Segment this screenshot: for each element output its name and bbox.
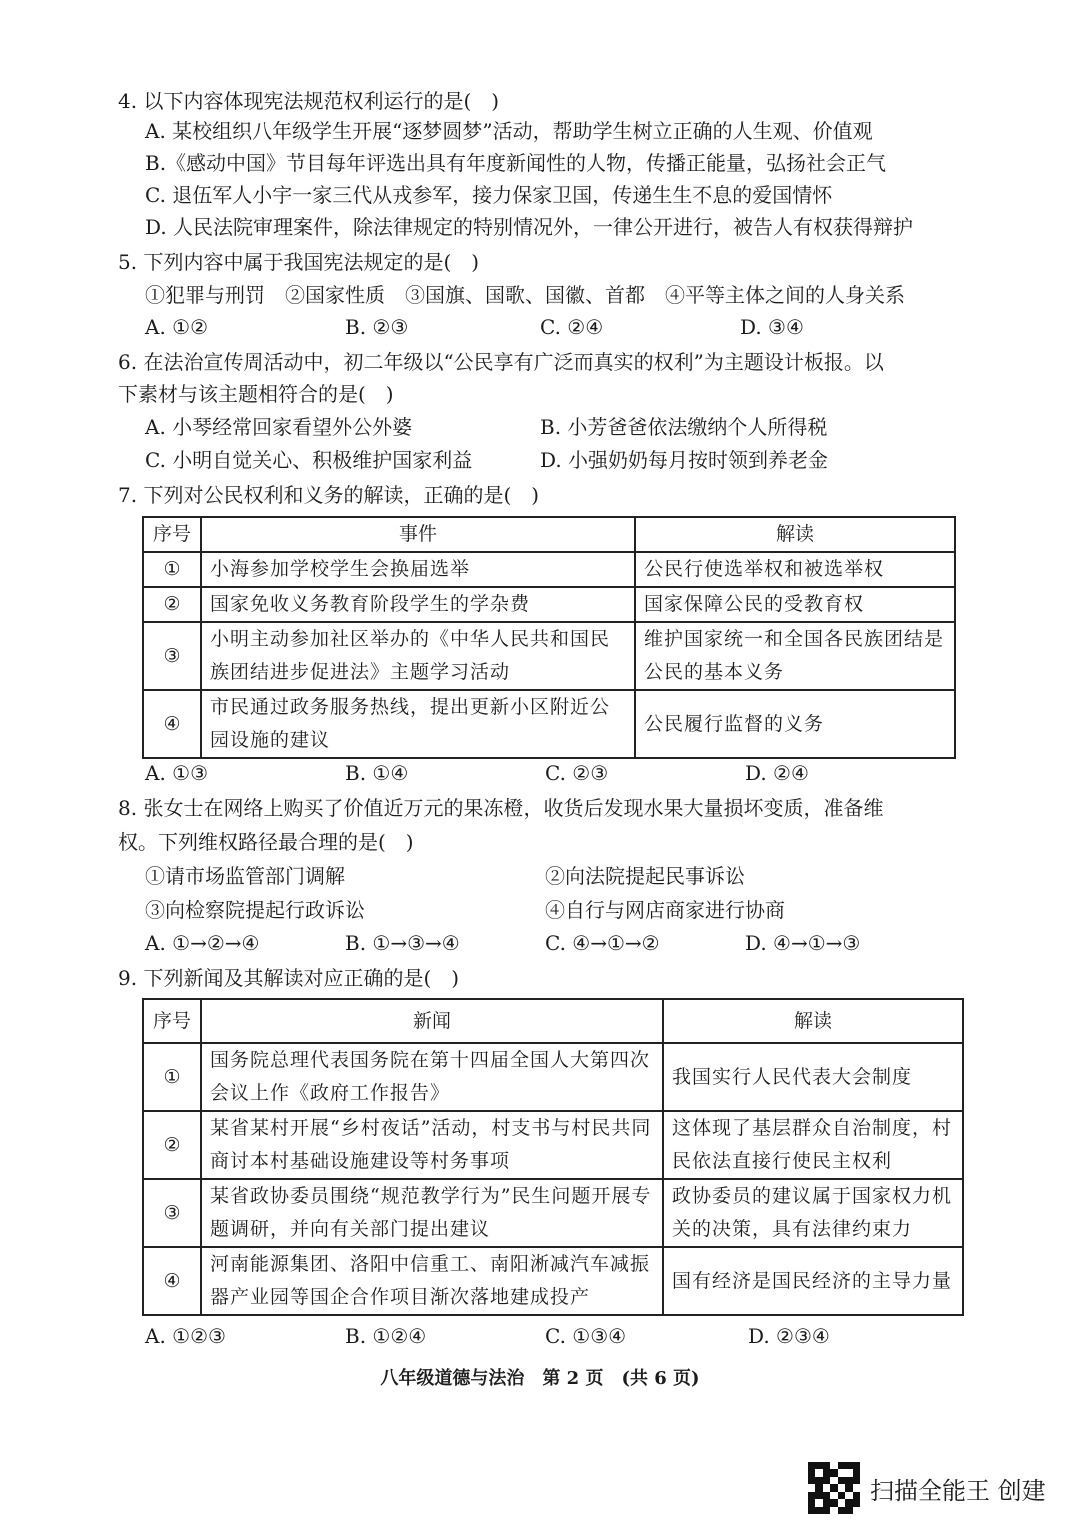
- q7-stem: 7. 下列对公民权利和义务的解读，正确的是( ): [118, 483, 540, 507]
- table-row: [143, 552, 955, 587]
- row-news: 某省政协委员围绕“规范教学行为”民生问题开展专题调研，并向有关部门提出建议: [201, 1179, 663, 1247]
- watermark-text: 扫描全能王 创建: [870, 1476, 1046, 1505]
- q4-option-a: A. 某校组织八年级学生开展“逐梦圆梦”活动，帮助学生树立正确的人生观、价值观: [145, 119, 873, 143]
- q4-option-b: B.《感动中国》节目每年评选出具有年度新闻性的人物，传播正能量，弘扬社会正气: [145, 151, 887, 175]
- page-footer: 八年级道德与法治 第 2 页 (共 6 页): [380, 1368, 700, 1389]
- row-index: ④: [143, 1247, 201, 1315]
- q9-choice-d: D. ②③④: [748, 1324, 830, 1348]
- q5-choice-d: D. ③④: [740, 315, 804, 339]
- q6-option-a: A. 小琴经常回家看望外公外婆: [145, 415, 413, 439]
- row-event: 市民通过政务服务热线，提出更新小区附近公园设施的建议: [201, 690, 635, 758]
- row-reading: 政协委员的建议属于国家权力机关的决策，具有法律约束力: [663, 1179, 963, 1247]
- row-index: ②: [143, 587, 201, 622]
- q7-choice-c: C. ②③: [545, 761, 609, 785]
- q9-choice-c: C. ①③④: [545, 1324, 627, 1348]
- table-row: [143, 1179, 963, 1247]
- q8-item-1: ①请市场监管部门调解: [145, 864, 345, 888]
- table-row: [143, 587, 955, 622]
- q9-header-news: 新闻: [201, 999, 663, 1043]
- q8-stem-line2: 权。下列维权路径最合理的是( ): [118, 830, 414, 854]
- q9-table: [142, 998, 964, 1316]
- row-index: ③: [143, 622, 201, 690]
- q7-choice-b: B. ①④: [345, 761, 409, 785]
- q8-item-3: ③向检察院提起行政诉讼: [145, 898, 365, 922]
- q6-option-c: C. 小明自觉关心、积极维护国家利益: [145, 448, 473, 472]
- q5-stem: 5. 下列内容中属于我国宪法规定的是( ): [118, 250, 480, 274]
- row-event: 国家免收义务教育阶段学生的学杂费: [201, 587, 635, 622]
- q7-header-reading: 解读: [635, 517, 955, 552]
- q4-stem: 4. 以下内容体现宪法规范权利运行的是( ): [118, 89, 500, 113]
- q8-choice-a: A. ①→②→④: [145, 931, 260, 955]
- q6-option-b: B. 小芳爸爸依法缴纳个人所得税: [540, 415, 828, 439]
- q5-choice-b: B. ②③: [345, 315, 409, 339]
- row-reading: 国家保障公民的受教育权: [635, 587, 955, 622]
- q9-header-index: 序号: [143, 999, 201, 1043]
- q4-option-c: C. 退伍军人小宇一家三代从戎参军，接力保家卫国，传递生生不息的爱国情怀: [145, 183, 833, 207]
- q5-choice-a: A. ①②: [145, 315, 209, 339]
- row-news: 某省某村开展“乡村夜话”活动，村支书与村民共同商讨本村基础设施建设等村务事项: [201, 1111, 663, 1179]
- q6-stem-line2: 下素材与该主题相符合的是( ): [118, 382, 394, 406]
- q9-header-reading: 解读: [663, 999, 963, 1043]
- row-reading: 公民履行监督的义务: [635, 690, 955, 758]
- table-row: [143, 690, 955, 758]
- row-reading: 公民行使选举权和被选举权: [635, 552, 955, 587]
- q6-stem-line1: 6. 在法治宣传周活动中，初二年级以“公民享有广泛而真实的权利”为主题设计板报。以: [118, 350, 884, 374]
- row-index: ①: [143, 552, 201, 587]
- q7-header-event: 事件: [201, 517, 635, 552]
- row-index: ④: [143, 690, 201, 758]
- q8-choice-c: C. ④→①→②: [545, 931, 660, 955]
- table-row: [143, 1111, 963, 1179]
- q6-option-d: D. 小强奶奶每月按时领到养老金: [540, 448, 829, 472]
- row-index: ②: [143, 1111, 201, 1179]
- row-index: ①: [143, 1043, 201, 1111]
- row-reading: 这体现了基层群众自治制度，村民依法直接行使民主权利: [663, 1111, 963, 1179]
- row-reading: 我国实行人民代表大会制度: [663, 1043, 963, 1111]
- q8-stem-line1: 8. 张女士在网络上购买了价值近万元的果冻橙，收货后发现水果大量损坏变质，准备维: [118, 796, 884, 820]
- q4-option-d: D. 人民法院审理案件，除法律规定的特别情况外，一律公开进行，被告人有权获得辩护: [145, 215, 914, 239]
- scanner-watermark: [808, 1462, 1046, 1514]
- row-reading: 维护国家统一和全国各民族团结是公民的基本义务: [635, 622, 955, 690]
- q5-items: ①犯罪与刑罚 ②国家性质 ③国旗、国歌、国徽、首都 ④平等主体之间的人身关系: [145, 283, 905, 307]
- row-news: 国务院总理代表国务院在第十四届全国人大第四次会议上作《政府工作报告》: [201, 1043, 663, 1111]
- table-row: [143, 622, 955, 690]
- row-news: 河南能源集团、洛阳中信重工、南阳淅减汽车减振器产业园等国企合作项目渐次落地建成投产: [201, 1247, 663, 1315]
- row-event: 小海参加学校学生会换届选举: [201, 552, 635, 587]
- q8-choice-d: D. ④→①→③: [745, 931, 861, 955]
- q7-table: [142, 516, 956, 759]
- qr-code-icon: [808, 1462, 860, 1514]
- q7-header-index: 序号: [143, 517, 201, 552]
- q9-stem: 9. 下列新闻及其解读对应正确的是( ): [118, 966, 460, 990]
- q7-choice-a: A. ①③: [145, 761, 209, 785]
- q9-choice-a: A. ①②③: [145, 1324, 226, 1348]
- q9-choice-b: B. ①②④: [345, 1324, 427, 1348]
- table-row: [143, 1043, 963, 1111]
- q8-item-2: ②向法院提起民事诉讼: [545, 864, 745, 888]
- table-row: [143, 1247, 963, 1315]
- row-index: ③: [143, 1179, 201, 1247]
- q5-choice-c: C. ②④: [540, 315, 604, 339]
- q7-choice-d: D. ②④: [745, 761, 809, 785]
- row-event: 小明主动参加社区举办的《中华人民共和国民族团结进步促进法》主题学习活动: [201, 622, 635, 690]
- q8-choice-b: B. ①→③→④: [345, 931, 460, 955]
- row-reading: 国有经济是国民经济的主导力量: [663, 1247, 963, 1315]
- q8-item-4: ④自行与网店商家进行协商: [545, 898, 785, 922]
